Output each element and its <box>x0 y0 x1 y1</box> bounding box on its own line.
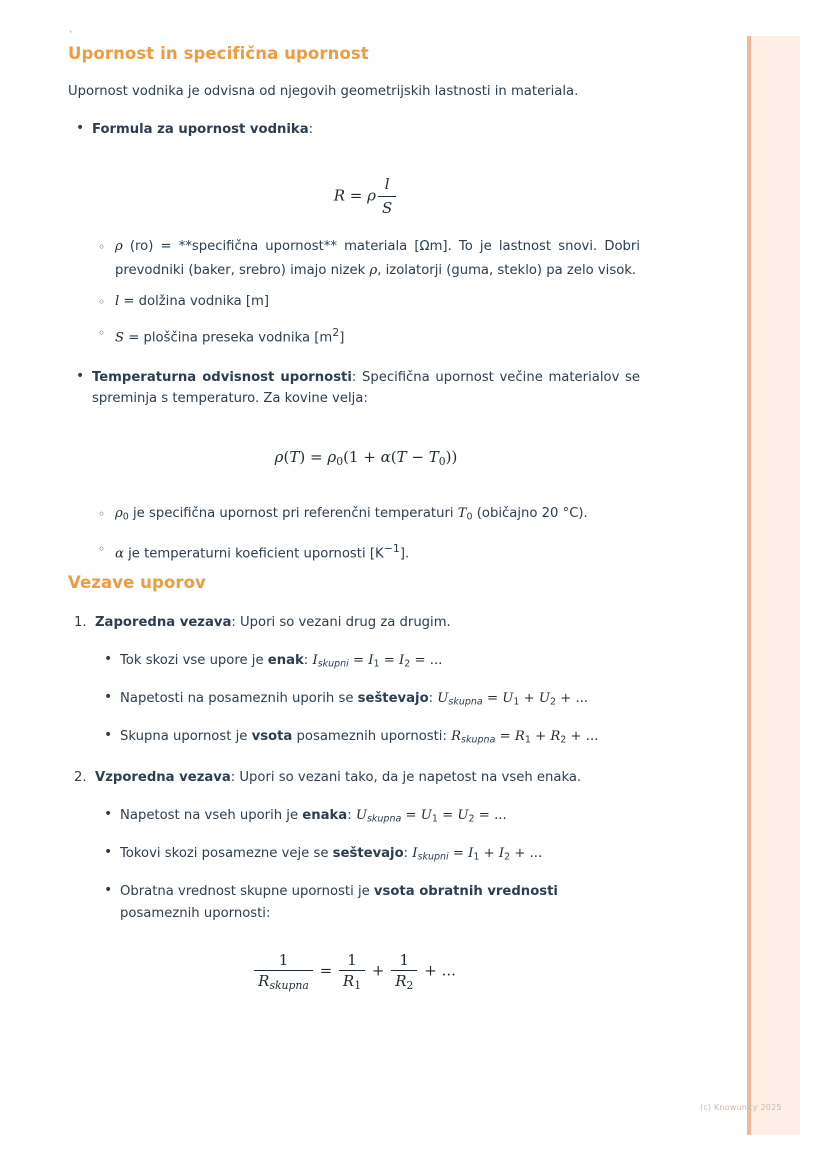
parallel-reciprocal-bold: vsota obratnih vrednosti <box>373 883 558 899</box>
parallel-current-term1-sub: 1 <box>473 851 480 863</box>
formula2-open-paren: ( <box>283 448 290 467</box>
variable-s-superscript: 2 <box>332 326 340 339</box>
text-parallel-connection: : Upori so vezani tako, da je napetost na vseh enaka. <box>230 770 582 786</box>
stray-backtick: ` <box>68 29 75 42</box>
parallel-reciprocal-text-a: Obratna vrednost skupne upornosti je <box>120 883 374 899</box>
parallel-current-text-b: : <box>403 846 413 862</box>
parallel-voltage-bold: enaka <box>302 808 348 824</box>
variable-l-text: = dolžina vodnika [m] <box>119 294 270 309</box>
series-current-math-sub: skupni <box>317 659 349 671</box>
intro-paragraph: Upornost vodnika je odvisna od njegovih geometrijskih lastnosti in materiala. <box>68 84 579 99</box>
formula2-T0: T <box>428 448 439 467</box>
connection-types-list <box>68 612 640 924</box>
variable-alpha-superscript: −1 <box>383 542 400 556</box>
formula-equals: = <box>349 186 363 205</box>
formula2-open-expr: (1 + <box>343 448 376 467</box>
formula3-tail: ... <box>441 961 456 980</box>
parallel-current-tail: ... <box>529 846 543 862</box>
series-voltage-term1: U <box>502 691 514 707</box>
list-item-series-connection <box>68 612 640 751</box>
variable-alpha-text-b: ]. <box>399 546 410 562</box>
formula3-lhs-den-base: R <box>258 971 270 990</box>
formula3-term1-numerator: 1 <box>339 951 365 971</box>
text-series-connection: : Upori so vezani drug za drugim. <box>231 615 451 631</box>
decorative-side-band-edge <box>747 36 751 1135</box>
variable-s-text-a: = ploščina preseka vodnika [m <box>124 330 333 346</box>
formula-rho: ρ <box>367 186 376 205</box>
parallel-current-text-a: Tokovi skozi posamezne veje se <box>120 846 333 862</box>
series-current-term2-sub: 2 <box>404 659 411 671</box>
series-properties-list <box>95 650 640 751</box>
list-item-series-current <box>95 650 640 676</box>
section-heading-upornost: Upornost in specifična upornost <box>68 44 369 63</box>
formula3-lhs-den-sub: skupna <box>269 978 309 992</box>
label-series-connection: Zaporedna vezava <box>95 615 232 631</box>
formula3-term2-fraction <box>391 951 417 992</box>
parallel-voltage-op2: = <box>442 808 454 824</box>
parallel-current-bold: seštevajo <box>332 846 404 862</box>
footer-watermark: (c) Knowunity 2025 <box>700 1103 782 1112</box>
variable-rho0-subscript: 0 <box>122 512 129 524</box>
series-resistance-text-b: posameznih upornosti: <box>292 728 452 744</box>
series-resistance-term2: R <box>550 728 561 744</box>
series-voltage-text-a: Napetosti na posameznih uporih se <box>120 691 358 707</box>
formula2-T-inner: T <box>396 448 407 467</box>
variable-rho-text-a: (ro) = **specifična upornost** materiala [Ωm]. To je lastnost snovi. Dobri prevodniki (baker, srebro) imajo nizek <box>115 239 640 278</box>
series-resistance-op2: + <box>535 728 547 744</box>
series-current-math-base: I <box>312 653 318 669</box>
variable-rho-symbol: ρ <box>115 239 123 254</box>
formula-temperature-dependence <box>92 447 640 472</box>
parallel-current-term1: I <box>468 846 474 862</box>
series-voltage-math-sub: skupna <box>448 696 483 708</box>
list-item-temperature-dependence <box>68 367 640 566</box>
formula3-term1-fraction <box>339 951 365 992</box>
variable-T0-subscript: 0 <box>466 512 473 524</box>
list-item-formula-label <box>68 119 640 350</box>
list-item-rho-definition <box>92 235 640 283</box>
list-item-series-resistance <box>95 726 640 752</box>
formula3-term2-den-base: R <box>395 971 407 990</box>
section-heading-vezave: Vezave uporov <box>68 573 206 593</box>
parallel-current-math-base: I <box>412 846 418 862</box>
formula3-equals: = <box>319 961 333 980</box>
series-voltage-tail: ... <box>575 691 589 707</box>
series-voltage-bold: seštevajo <box>357 691 429 707</box>
variable-rho-text-b: , izolatorji (guma, steklo) pa zelo visok. <box>377 263 637 278</box>
variable-T0-symbol: T <box>457 506 467 522</box>
formula2-T: T <box>289 448 300 467</box>
formula3-term1-den-sub: 1 <box>354 978 362 992</box>
list-item-l-definition <box>92 290 640 314</box>
formula3-term1-denominator <box>339 971 365 992</box>
variable-rho0-text-a: je specifična upornost pri referenčni temperaturi <box>128 506 458 522</box>
series-current-op3: = <box>414 653 426 669</box>
variable-alpha-text-a: je temperaturni koeficient upornosti [K <box>123 546 384 562</box>
series-voltage-op1: = <box>486 691 499 707</box>
formula2-alpha: α <box>380 448 391 467</box>
series-current-term2: I <box>399 653 405 669</box>
decorative-side-band <box>747 36 800 1135</box>
formula3-term2-den-sub: 2 <box>406 978 414 992</box>
series-voltage-op2: + <box>523 691 535 707</box>
list-item-series-voltage <box>95 688 640 714</box>
parallel-voltage-text-b: : <box>347 808 356 824</box>
series-voltage-text-b: : <box>428 691 438 707</box>
formula2-inner-open: ( <box>390 448 397 467</box>
series-resistance-text-a: Skupna upornost je <box>120 728 252 744</box>
formula3-lhs-fraction <box>254 951 313 992</box>
formula-bullet-list <box>68 119 640 566</box>
series-resistance-op3: + <box>570 728 582 744</box>
document-content <box>68 30 640 992</box>
series-current-tail: ... <box>429 653 443 669</box>
formula3-term2-numerator: 1 <box>391 951 417 971</box>
formula2-rho0: ρ <box>327 448 337 467</box>
variable-rho0-text-b: (običajno 20 °C). <box>472 506 588 522</box>
formula-variable-list <box>92 235 640 350</box>
series-current-text-b: : <box>303 653 313 669</box>
parallel-current-math-sub: skupni <box>417 851 449 863</box>
bullet-temperature-text: : Specifična upornost večine materialov se spreminja s temperaturo. Za kovine velja: <box>92 370 641 407</box>
parallel-voltage-term2: U <box>457 808 469 824</box>
list-item-rho0-definition <box>92 502 640 530</box>
series-voltage-term2: U <box>538 691 550 707</box>
series-resistance-bold: vsota <box>251 728 293 744</box>
formula3-plus1: + <box>371 961 385 980</box>
formula-resistance <box>92 174 640 219</box>
parallel-voltage-term1-sub: 1 <box>431 814 438 826</box>
formula3-lhs-numerator: 1 <box>254 951 313 971</box>
formula2-close-paren: ) <box>299 448 306 467</box>
formula-numerator: l <box>378 174 396 197</box>
series-current-term1: I <box>368 653 374 669</box>
list-item-s-definition <box>92 321 640 350</box>
series-current-bold: enak <box>267 653 304 669</box>
variable-alpha-symbol: α <box>115 546 124 562</box>
parallel-current-op3: + <box>514 846 526 862</box>
label-parallel-connection: Vzporedna vezava <box>95 770 231 786</box>
formula-fraction <box>378 174 396 219</box>
parallel-voltage-tail: ... <box>494 808 507 824</box>
parallel-current-term2-sub: 2 <box>504 851 511 863</box>
series-resistance-tail: ... <box>585 728 599 744</box>
series-current-op2: = <box>383 653 395 669</box>
variable-s-symbol: S <box>115 330 125 346</box>
formula2-minus: − <box>411 448 424 467</box>
formula2-close-expr: )) <box>445 448 458 467</box>
parallel-current-op2: + <box>483 846 495 862</box>
formula3-term2-denominator <box>391 971 417 992</box>
list-item-alpha-definition <box>92 537 640 566</box>
formula2-T0-subscript: 0 <box>438 455 446 469</box>
variable-l-symbol: l <box>115 294 120 309</box>
variable-rho0-symbol: ρ <box>115 506 123 522</box>
list-item-parallel-current <box>95 843 640 869</box>
parallel-voltage-term2-sub: 2 <box>468 814 475 826</box>
formula-denominator: S <box>381 199 393 217</box>
formula2-rho0-subscript: 0 <box>336 455 344 469</box>
parallel-voltage-op3: = <box>478 808 490 824</box>
variable-s-text-b: ] <box>339 330 345 346</box>
parallel-properties-list <box>95 805 640 924</box>
series-current-text-a: Tok skozi vse upore je <box>120 653 268 669</box>
formula3-plus2: + <box>424 961 437 980</box>
series-current-term1-sub: 1 <box>373 659 380 671</box>
formula3-lhs-denominator <box>254 971 313 992</box>
parallel-voltage-op1: = <box>405 808 417 824</box>
parallel-voltage-term1: U <box>420 808 432 824</box>
bullet-label-formula: Formula za upornost vodnika <box>92 122 309 137</box>
series-voltage-term1-sub: 1 <box>513 696 520 708</box>
series-resistance-math-base: R <box>451 728 462 744</box>
bullet-colon: : <box>308 122 314 137</box>
series-voltage-op3: + <box>560 691 572 707</box>
formula-parallel-resistance <box>68 951 640 992</box>
parallel-voltage-math-base: U <box>355 808 367 824</box>
formula-lhs: R <box>333 186 346 205</box>
formula2-rho: ρ <box>274 448 284 467</box>
series-resistance-term1: R <box>514 728 525 744</box>
list-item-parallel-voltage <box>95 805 640 831</box>
formula2-equals: = <box>310 448 323 467</box>
parallel-current-op1: = <box>452 846 464 862</box>
variable-rho-symbol-2: ρ <box>369 263 378 278</box>
parallel-reciprocal-text-b: posameznih upornosti: <box>120 905 271 921</box>
parallel-voltage-math-sub: skupna <box>366 814 402 826</box>
parallel-voltage-text-a: Napetost na vseh uporih je <box>120 808 303 824</box>
formula3-term1-den-base: R <box>342 971 355 990</box>
list-item-parallel-reciprocal <box>95 881 640 925</box>
series-voltage-math-base: U <box>437 691 449 707</box>
series-resistance-term2-sub: 2 <box>560 734 567 746</box>
series-resistance-math-sub: skupna <box>461 734 496 746</box>
temperature-variable-list <box>92 502 640 566</box>
series-resistance-op1: = <box>499 728 511 744</box>
list-item-parallel-connection <box>68 767 640 924</box>
series-voltage-term2-sub: 2 <box>549 696 557 708</box>
parallel-current-term2: I <box>498 846 505 862</box>
series-current-op1: = <box>353 653 365 669</box>
series-resistance-term1-sub: 1 <box>524 734 531 746</box>
bullet-label-temperature: Temperaturna odvisnost upornosti <box>92 370 352 386</box>
